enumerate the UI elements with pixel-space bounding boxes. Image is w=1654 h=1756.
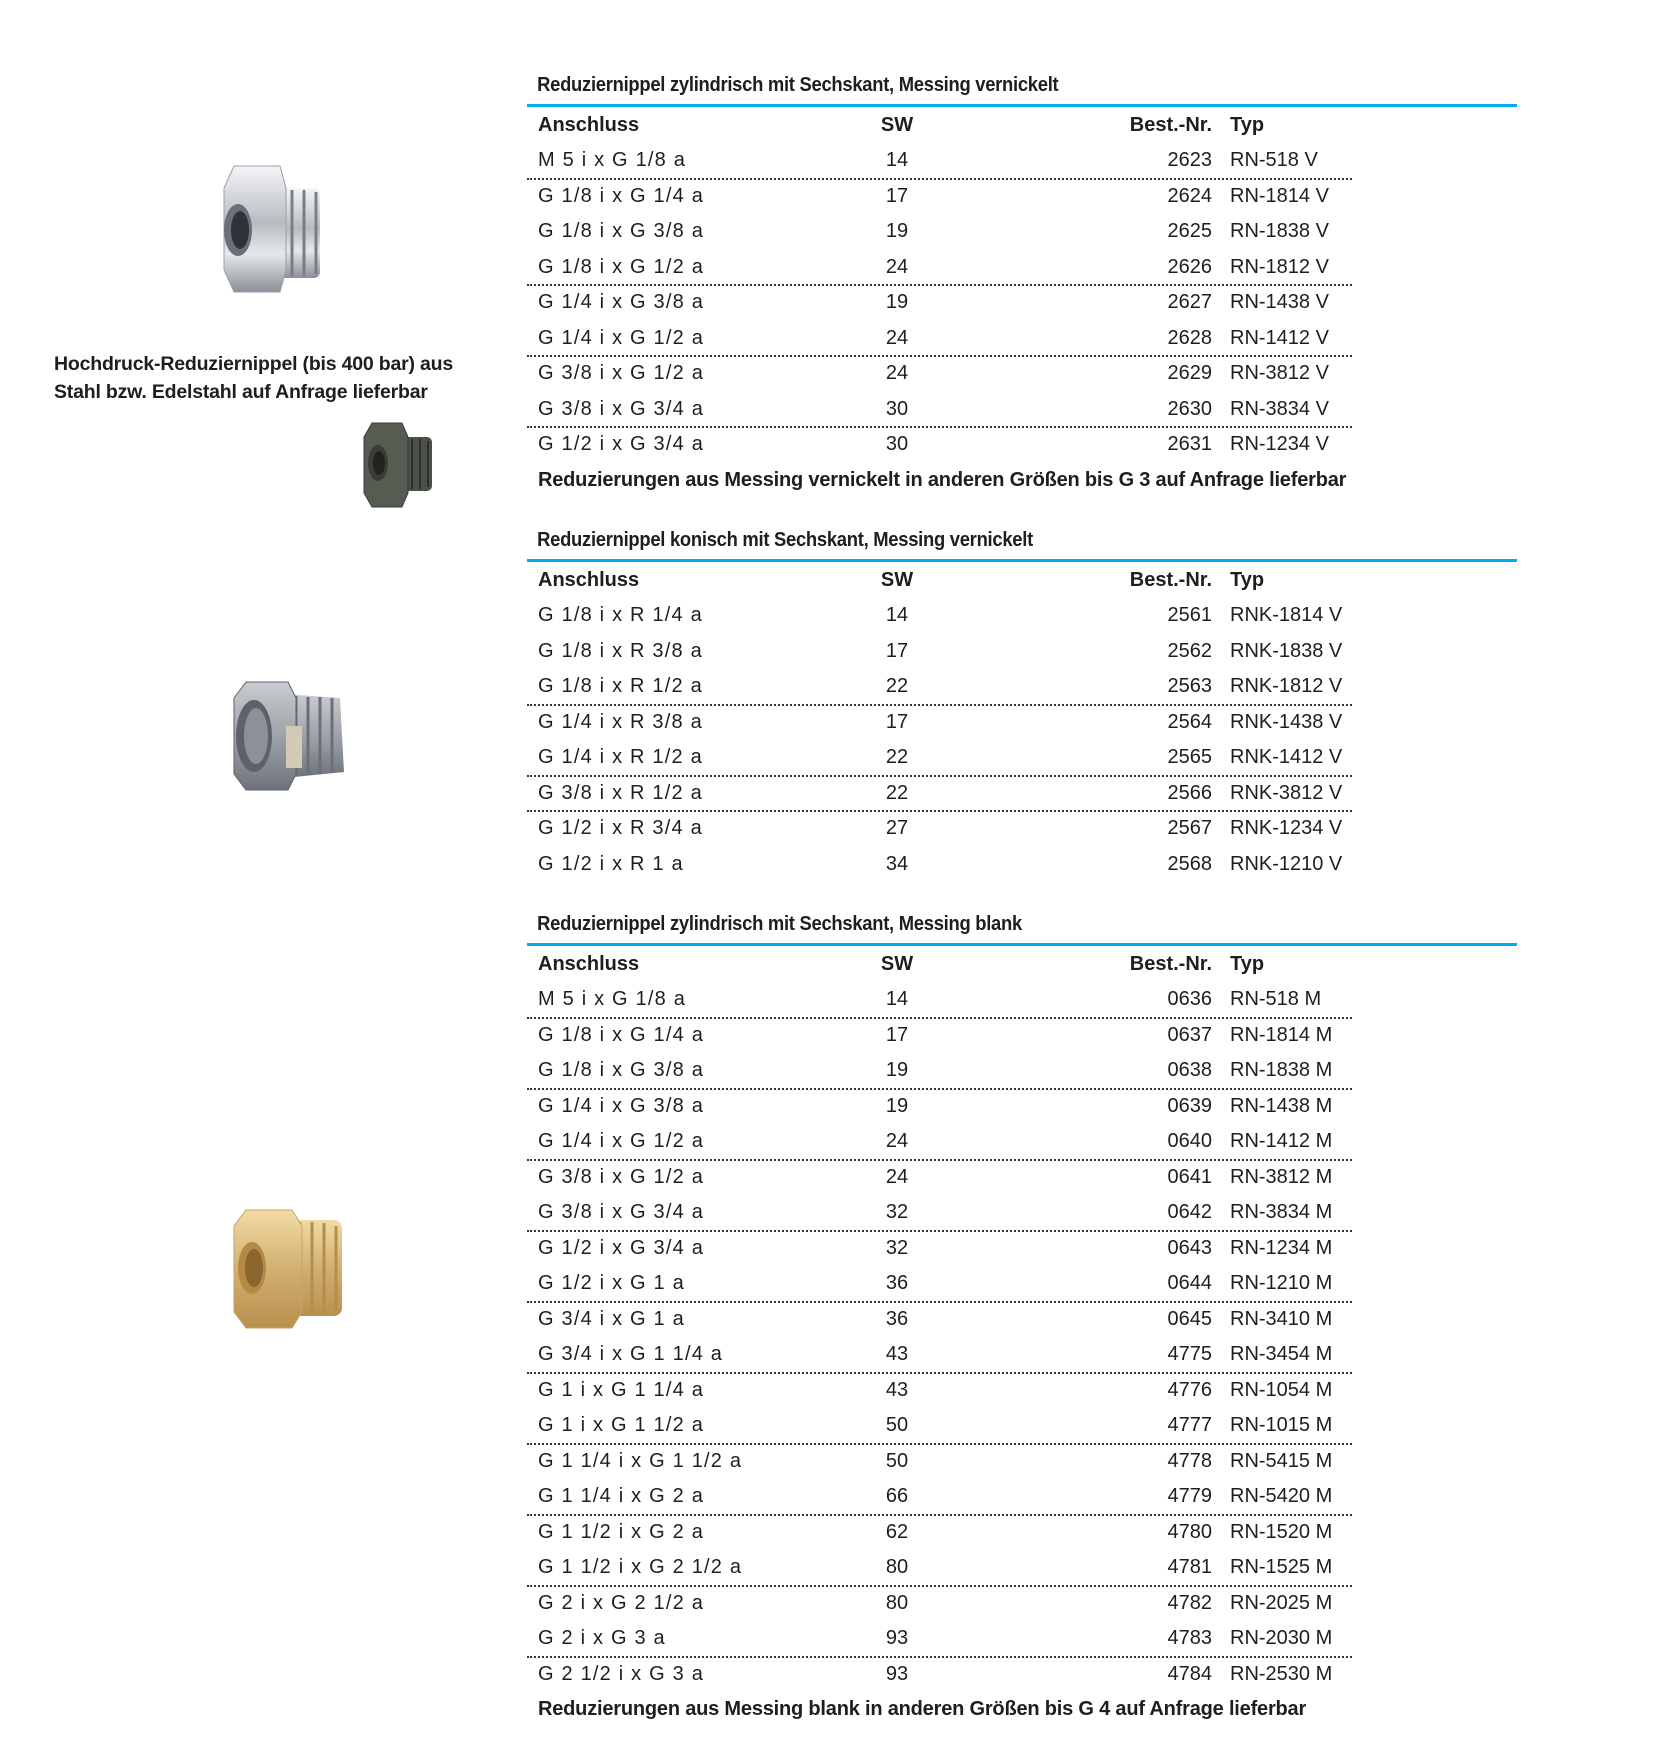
hex-nipple-nickel-conical-icon bbox=[222, 676, 352, 796]
cell-anschluss: G 1/8 i x G 3/8 a bbox=[538, 1059, 705, 1081]
table-row bbox=[527, 321, 1352, 357]
table-row bbox=[527, 356, 1352, 392]
cell-best-nr: 0637 bbox=[1167, 1023, 1212, 1046]
cell-anschluss: G 1/2 i x G 3/4 a bbox=[538, 1236, 705, 1259]
cell-sw: 30 bbox=[885, 397, 909, 420]
cell-sw: 19 bbox=[885, 291, 909, 313]
cell-typ: RNK-1814 V bbox=[1230, 604, 1343, 626]
table-row bbox=[527, 982, 1352, 1018]
column-header-typ: Typ bbox=[1230, 953, 1265, 975]
cell-typ: RN-1520 M bbox=[1230, 1520, 1333, 1543]
cell-anschluss: G 2 i x G 3 a bbox=[538, 1627, 666, 1649]
table-row bbox=[527, 1586, 1352, 1622]
column-header-anschluss: Anschluss bbox=[538, 114, 640, 136]
cell-typ: RN-1438 M bbox=[1230, 1094, 1333, 1117]
section-brass-cylindrical bbox=[527, 911, 1517, 1726]
cell-sw: 43 bbox=[885, 1378, 909, 1401]
cell-best-nr: 0643 bbox=[1167, 1236, 1212, 1259]
cell-anschluss: M 5 i x G 1/8 a bbox=[538, 149, 687, 171]
cell-anschluss: G 1/4 i x G 3/8 a bbox=[538, 291, 705, 313]
cell-sw: 93 bbox=[885, 1662, 909, 1685]
table-header-row bbox=[527, 946, 1352, 982]
cell-typ: RN-3834 V bbox=[1230, 397, 1329, 420]
cell-best-nr: 2624 bbox=[1167, 184, 1212, 207]
table-row bbox=[527, 1337, 1352, 1373]
cell-sw: 17 bbox=[885, 184, 909, 207]
cell-anschluss: G 3/8 i x G 1/2 a bbox=[538, 1165, 705, 1188]
conical-reducing-nipple-image bbox=[222, 676, 352, 796]
cell-anschluss: G 3/8 i x G 3/4 a bbox=[538, 397, 705, 420]
cell-sw: 36 bbox=[885, 1272, 909, 1294]
cell-best-nr: 0644 bbox=[1167, 1272, 1212, 1294]
cell-sw: 24 bbox=[885, 362, 909, 384]
cell-anschluss: G 1/2 i x R 1 a bbox=[538, 852, 684, 875]
cell-best-nr: 0636 bbox=[1167, 988, 1212, 1010]
cell-sw: 17 bbox=[885, 710, 909, 733]
table-row bbox=[527, 776, 1352, 812]
cell-typ: RNK-1812 V bbox=[1230, 675, 1343, 697]
cell-best-nr: 4778 bbox=[1167, 1449, 1212, 1472]
cell-best-nr: 4775 bbox=[1167, 1343, 1212, 1365]
cell-best-nr: 0638 bbox=[1167, 1059, 1212, 1081]
cell-anschluss: G 2 1/2 i x G 3 a bbox=[538, 1662, 705, 1685]
cell-sw: 17 bbox=[885, 639, 909, 662]
cell-best-nr: 2626 bbox=[1167, 255, 1212, 278]
section-nickel-conical bbox=[527, 527, 1517, 882]
cell-sw: 24 bbox=[885, 1130, 909, 1152]
table-row bbox=[527, 392, 1352, 428]
section-title: Reduziernippel zylindrisch mit Sechskant, Messing vernickelt bbox=[537, 74, 1059, 96]
cell-anschluss: G 1/2 i x G 3/4 a bbox=[538, 433, 705, 455]
cell-sw: 22 bbox=[885, 746, 909, 768]
cell-typ: RN-5420 M bbox=[1230, 1485, 1333, 1507]
cell-sw: 17 bbox=[885, 1023, 909, 1046]
cell-typ: RN-1438 V bbox=[1230, 291, 1329, 313]
cell-typ: RNK-1412 V bbox=[1230, 746, 1343, 768]
column-header-anschluss: Anschluss bbox=[538, 953, 640, 975]
table-row bbox=[527, 811, 1352, 847]
cell-typ: RN-1814 V bbox=[1230, 184, 1329, 207]
cell-best-nr: 2562 bbox=[1167, 639, 1212, 662]
cell-anschluss: G 1/4 i x R 3/8 a bbox=[538, 710, 703, 733]
cell-best-nr: 2630 bbox=[1167, 397, 1212, 420]
cell-typ: RN-3454 M bbox=[1230, 1343, 1333, 1365]
cell-best-nr: 2629 bbox=[1167, 362, 1212, 384]
cell-typ: RN-2025 M bbox=[1230, 1591, 1333, 1614]
cell-best-nr: 2627 bbox=[1167, 291, 1212, 313]
cell-anschluss: G 1 1/2 i x G 2 a bbox=[538, 1520, 705, 1543]
cell-anschluss: G 1/8 i x G 3/8 a bbox=[538, 220, 705, 242]
cell-sw: 24 bbox=[885, 1165, 909, 1188]
cell-best-nr: 4784 bbox=[1167, 1662, 1212, 1685]
cell-anschluss: G 1 i x G 1 1/2 a bbox=[538, 1414, 705, 1436]
cell-anschluss: G 1 1/2 i x G 2 1/2 a bbox=[538, 1556, 743, 1578]
column-header-typ: Typ bbox=[1230, 569, 1265, 591]
cell-best-nr: 4783 bbox=[1167, 1627, 1212, 1649]
cell-sw: 32 bbox=[885, 1201, 909, 1223]
table-row bbox=[527, 285, 1352, 321]
cell-sw: 93 bbox=[885, 1627, 909, 1649]
cell-typ: RNK-3812 V bbox=[1230, 781, 1343, 804]
cell-anschluss: G 3/4 i x G 1 a bbox=[538, 1307, 685, 1330]
cell-sw: 32 bbox=[885, 1236, 909, 1259]
cell-best-nr: 0641 bbox=[1167, 1165, 1212, 1188]
hex-nipple-nickel-icon bbox=[210, 158, 340, 298]
cell-best-nr: 4781 bbox=[1167, 1556, 1212, 1578]
cell-sw: 19 bbox=[885, 220, 909, 242]
cell-anschluss: G 2 i x G 2 1/2 a bbox=[538, 1591, 705, 1614]
cell-typ: RN-1412 M bbox=[1230, 1130, 1333, 1152]
cell-sw: 62 bbox=[885, 1520, 909, 1543]
hex-nipple-brass-icon bbox=[222, 1196, 352, 1336]
cell-anschluss: G 1/8 i x G 1/2 a bbox=[538, 255, 705, 278]
table-row bbox=[527, 1479, 1352, 1515]
cell-typ: RNK-1234 V bbox=[1230, 817, 1343, 839]
table-body bbox=[527, 143, 1517, 463]
cell-best-nr: 4779 bbox=[1167, 1485, 1212, 1507]
cell-typ: RN-3812 M bbox=[1230, 1165, 1333, 1188]
cell-typ: RN-518 M bbox=[1230, 988, 1322, 1010]
cell-typ: RN-1412 V bbox=[1230, 326, 1329, 349]
cell-sw: 43 bbox=[885, 1343, 909, 1365]
cell-best-nr: 2628 bbox=[1167, 326, 1212, 349]
table-row bbox=[527, 1195, 1352, 1231]
cell-anschluss: G 1 1/4 i x G 2 a bbox=[538, 1485, 705, 1507]
cell-typ: RN-1234 V bbox=[1230, 433, 1329, 455]
cell-anschluss: G 3/4 i x G 1 1/4 a bbox=[538, 1343, 724, 1365]
cell-anschluss: G 1/4 i x G 3/8 a bbox=[538, 1094, 705, 1117]
cell-sw: 50 bbox=[885, 1449, 909, 1472]
cell-best-nr: 4780 bbox=[1167, 1520, 1212, 1543]
cell-typ: RN-1210 M bbox=[1230, 1272, 1333, 1294]
cell-sw: 24 bbox=[885, 255, 909, 278]
cell-typ: RNK-1438 V bbox=[1230, 710, 1343, 733]
table-row bbox=[527, 634, 1352, 670]
cell-anschluss: G 3/8 i x R 1/2 a bbox=[538, 781, 703, 804]
cell-typ: RN-1015 M bbox=[1230, 1414, 1333, 1436]
cell-anschluss: G 3/8 i x G 1/2 a bbox=[538, 362, 705, 384]
cell-best-nr: 2563 bbox=[1167, 675, 1212, 697]
cell-anschluss: G 1/8 i x R 1/4 a bbox=[538, 604, 703, 626]
table-row bbox=[527, 1018, 1352, 1054]
cell-typ: RN-1814 M bbox=[1230, 1023, 1333, 1046]
section-footnote: Reduzierungen aus Messing blank in anderen Größen bis G 4 auf Anfrage lieferbar bbox=[538, 1698, 1307, 1720]
column-header-sw: SW bbox=[880, 569, 914, 591]
column-header-best-nr: Best.-Nr. bbox=[1129, 569, 1212, 591]
cell-sw: 19 bbox=[885, 1059, 909, 1081]
cell-best-nr: 2568 bbox=[1167, 852, 1212, 875]
cell-typ: RN-1812 V bbox=[1230, 255, 1329, 278]
cell-sw: 30 bbox=[885, 433, 909, 455]
cell-best-nr: 0640 bbox=[1167, 1130, 1212, 1152]
table-row bbox=[527, 1515, 1352, 1551]
high-pressure-note-line1: Hochdruck-Reduziernippel (bis 400 bar) aus bbox=[54, 353, 454, 375]
table-row bbox=[527, 1053, 1352, 1089]
table-row bbox=[527, 669, 1352, 705]
cell-anschluss: G 1/2 i x R 3/4 a bbox=[538, 817, 703, 839]
brass-reducing-nipple-image bbox=[222, 1196, 352, 1336]
cell-sw: 50 bbox=[885, 1414, 909, 1436]
section-footnote: Reduzierungen aus Messing vernickelt in anderen Größen bis G 3 auf Anfrage lieferbar bbox=[538, 468, 1347, 491]
section-title: Reduziernippel zylindrisch mit Sechskant, Messing blank bbox=[537, 913, 1022, 935]
column-header-best-nr: Best.-Nr. bbox=[1129, 953, 1212, 975]
column-header-best-nr: Best.-Nr. bbox=[1129, 114, 1212, 136]
cell-best-nr: 0639 bbox=[1167, 1094, 1212, 1117]
cell-best-nr: 2623 bbox=[1167, 149, 1212, 171]
table-row bbox=[527, 250, 1352, 286]
cell-anschluss: G 1/4 i x R 1/2 a bbox=[538, 746, 703, 768]
table-row bbox=[527, 1408, 1352, 1444]
cell-sw: 24 bbox=[885, 326, 909, 349]
cell-anschluss: M 5 i x G 1/8 a bbox=[538, 988, 687, 1010]
section-title: Reduziernippel konisch mit Sechskant, Messing vernickelt bbox=[537, 529, 1033, 551]
cell-typ: RN-1234 M bbox=[1230, 1236, 1333, 1259]
cell-anschluss: G 1 1/4 i x G 1 1/2 a bbox=[538, 1449, 743, 1472]
table-header-row bbox=[527, 107, 1352, 143]
cell-best-nr: 2566 bbox=[1167, 781, 1212, 804]
cell-typ: RN-5415 M bbox=[1230, 1449, 1333, 1472]
table-row bbox=[527, 1160, 1352, 1196]
cell-best-nr: 2625 bbox=[1167, 220, 1212, 242]
table-row bbox=[527, 1124, 1352, 1160]
column-header-typ: Typ bbox=[1230, 114, 1265, 136]
table-row bbox=[527, 847, 1352, 883]
column-header-sw: SW bbox=[880, 114, 914, 136]
cell-sw: 14 bbox=[885, 988, 909, 1010]
section-nickel-cylindrical bbox=[527, 72, 1517, 497]
cell-best-nr: 4776 bbox=[1167, 1378, 1212, 1401]
cell-typ: RN-2030 M bbox=[1230, 1627, 1333, 1649]
cell-sw: 14 bbox=[885, 149, 909, 171]
table-row bbox=[527, 1444, 1352, 1480]
table-body bbox=[527, 598, 1517, 882]
table-row bbox=[527, 143, 1352, 179]
cell-sw: 22 bbox=[885, 675, 909, 697]
steel-reducing-nipple-image bbox=[358, 419, 438, 509]
table-row bbox=[527, 1373, 1352, 1409]
hex-nipple-steel-icon bbox=[358, 419, 438, 509]
table-row bbox=[527, 1621, 1352, 1657]
cell-typ: RN-3812 V bbox=[1230, 362, 1329, 384]
table-row bbox=[527, 214, 1352, 250]
cell-best-nr: 2567 bbox=[1167, 817, 1212, 839]
cell-anschluss: G 3/8 i x G 3/4 a bbox=[538, 1201, 705, 1223]
cell-best-nr: 2564 bbox=[1167, 710, 1212, 733]
cell-best-nr: 2561 bbox=[1167, 604, 1212, 626]
cell-typ: RNK-1210 V bbox=[1230, 852, 1343, 875]
cell-sw: 19 bbox=[885, 1094, 909, 1117]
cell-typ: RN-1525 M bbox=[1230, 1556, 1333, 1578]
nickel-reducing-nipple-image bbox=[210, 158, 340, 298]
cell-anschluss: G 1/4 i x G 1/2 a bbox=[538, 1130, 705, 1152]
cell-typ: RN-2530 M bbox=[1230, 1662, 1333, 1685]
cell-typ: RN-3410 M bbox=[1230, 1307, 1333, 1330]
column-header-anschluss: Anschluss bbox=[538, 569, 640, 591]
cell-anschluss: G 1/8 i x R 1/2 a bbox=[538, 675, 703, 697]
cell-sw: 22 bbox=[885, 781, 909, 804]
cell-sw: 34 bbox=[885, 852, 909, 875]
cell-anschluss: G 1/8 i x G 1/4 a bbox=[538, 1023, 705, 1046]
high-pressure-note bbox=[54, 350, 524, 406]
cell-anschluss: G 1/4 i x G 1/2 a bbox=[538, 326, 705, 349]
cell-typ: RN-518 V bbox=[1230, 149, 1318, 171]
cell-sw: 80 bbox=[885, 1556, 909, 1578]
table-row bbox=[527, 1550, 1352, 1586]
cell-sw: 27 bbox=[885, 817, 909, 839]
cell-sw: 66 bbox=[885, 1485, 909, 1507]
table-body bbox=[527, 982, 1517, 1692]
cell-sw: 36 bbox=[885, 1307, 909, 1330]
cell-anschluss: G 1/8 i x G 1/4 a bbox=[538, 184, 705, 207]
table-row bbox=[527, 705, 1352, 741]
table-row bbox=[527, 179, 1352, 215]
cell-typ: RNK-1838 V bbox=[1230, 639, 1343, 662]
table-row bbox=[527, 1302, 1352, 1338]
table-row bbox=[527, 598, 1352, 634]
table-header-row bbox=[527, 562, 1352, 598]
cell-anschluss: G 1 i x G 1 1/4 a bbox=[538, 1378, 705, 1401]
table-row bbox=[527, 1266, 1352, 1302]
cell-typ: RN-1838 M bbox=[1230, 1059, 1333, 1081]
cell-best-nr: 4777 bbox=[1167, 1414, 1212, 1436]
cell-typ: RN-1838 V bbox=[1230, 220, 1329, 242]
cell-best-nr: 0645 bbox=[1167, 1307, 1212, 1330]
cell-best-nr: 4782 bbox=[1167, 1591, 1212, 1614]
table-row bbox=[527, 1231, 1352, 1267]
table-row bbox=[527, 1089, 1352, 1125]
cell-best-nr: 2631 bbox=[1167, 433, 1212, 455]
cell-anschluss: G 1/8 i x R 3/8 a bbox=[538, 639, 703, 662]
cell-sw: 80 bbox=[885, 1591, 909, 1614]
cell-anschluss: G 1/2 i x G 1 a bbox=[538, 1272, 685, 1294]
cell-typ: RN-3834 M bbox=[1230, 1201, 1333, 1223]
high-pressure-note-line2: Stahl bzw. Edelstahl auf Anfrage lieferbar bbox=[54, 381, 428, 403]
column-header-sw: SW bbox=[880, 953, 914, 975]
cell-sw: 14 bbox=[885, 604, 909, 626]
table-row bbox=[527, 427, 1352, 463]
cell-best-nr: 2565 bbox=[1167, 746, 1212, 768]
table-row bbox=[527, 1657, 1352, 1693]
cell-best-nr: 0642 bbox=[1167, 1201, 1212, 1223]
table-row bbox=[527, 740, 1352, 776]
cell-typ: RN-1054 M bbox=[1230, 1378, 1333, 1401]
